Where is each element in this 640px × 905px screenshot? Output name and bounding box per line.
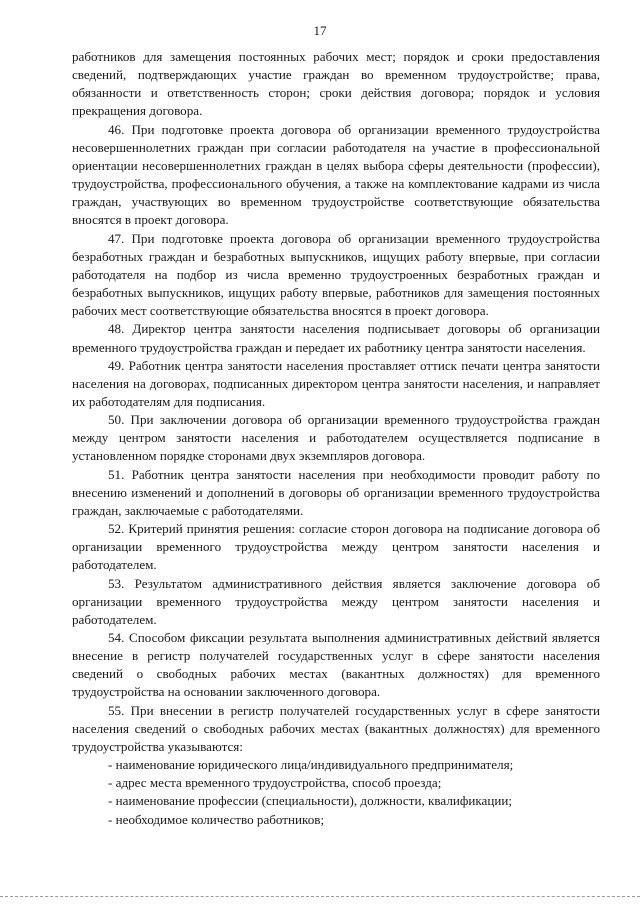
paragraph-48: 48. Директор центра занятости населения подписывает договоры об организации временного трудоустройства граждан и передает их работнику центра занятости населения.: [72, 321, 600, 355]
page-number: 17: [313, 23, 327, 38]
paragraph-51: 51. Работник центра занятости населения при необходимости проводит работу по внесению изменений и дополнений в договоры об организации временного трудоустройства граждан, заключаемые с работодателями.: [72, 466, 600, 518]
list-item-address: - адрес места временного трудоустройства, способ проезда;: [108, 775, 442, 791]
paragraph-53: 53. Результатом административного действия является заключение договора об организации временного трудоустройства между центром занятости населения и работодателем.: [72, 575, 600, 627]
paragraph-55: 55. При внесении в регистр получателей государственных услуг в сфере занятости населения сведений о свободных рабочих местах (вакантных должностях) для временного трудоустройства указываются:: [72, 702, 600, 754]
paragraph-47: 47. При подготовке проекта договора об организации временного трудоустройства безработных граждан и безработных выпускников, ищущих работу впервые, при согласии работодателя на подбор из числа временно трудоустроенных безработных граждан и безработных выпускников, ищущих работу впервые, работников для замещения постоянных рабочих мест соответствующие обязательства вносятся в проект договора.: [72, 230, 600, 319]
list-item-profession: - наименование профессии (специальности), должности, квалификации;: [108, 793, 512, 809]
page-bottom-divider: [0, 896, 640, 897]
paragraph-50: 50. При заключении договора об организации временного трудоустройства граждан между центром занятости населения и работодателем осуществляется подписание в установленном порядке сторонами двух экземпляров договора.: [72, 412, 600, 464]
paragraph-54: 54. Способом фиксации результата выполнения административных действий является внесение в регистр получателей государственных услуг в сфере занятости населения сведений о свободных рабочих местах (вакантных должностях) для временного трудоустройства на основании заключенного договора.: [72, 630, 600, 700]
document-body: [72, 48, 600, 829]
list-item-employer-name: - наименование юридического лица/индивидуального предпринимателя;: [108, 757, 514, 773]
paragraph-49: 49. Работник центра занятости населения проставляет оттиск печати центра занятости населения на договорах, подписанных директором центра занятости населения, и направляет их работодателям для подписания.: [72, 357, 600, 409]
paragraph-46: 46. При подготовке проекта договора об организации временного трудоустройства несовершеннолетних граждан при согласии работодателя на участие в профессиональной ориентации несовершеннолетних граждан в целях выбора сферы деятельности (профессии), трудоустройства, профессионального обучения, а также на комплектование кадрами из числа граждан, участвующих во временном трудоустройстве соответствующие обязательства вносятся в проект договора.: [72, 121, 600, 228]
list-item-worker-count: - необходимое количество работников;: [108, 811, 325, 827]
paragraph-52: 52. Критерий принятия решения: согласие сторон договора на подписание договора об организации временного трудоустройства между центром занятости населения и работодателем.: [72, 521, 600, 573]
paragraph-continuation: работников для замещения постоянных рабочих мест; порядок и сроки предоставления сведений, подтверждающих участие граждан во временном трудоустройстве; права, обязанности и ответственность сторон; сроки действия договора; порядок и условия прекращения договора.: [72, 49, 600, 119]
